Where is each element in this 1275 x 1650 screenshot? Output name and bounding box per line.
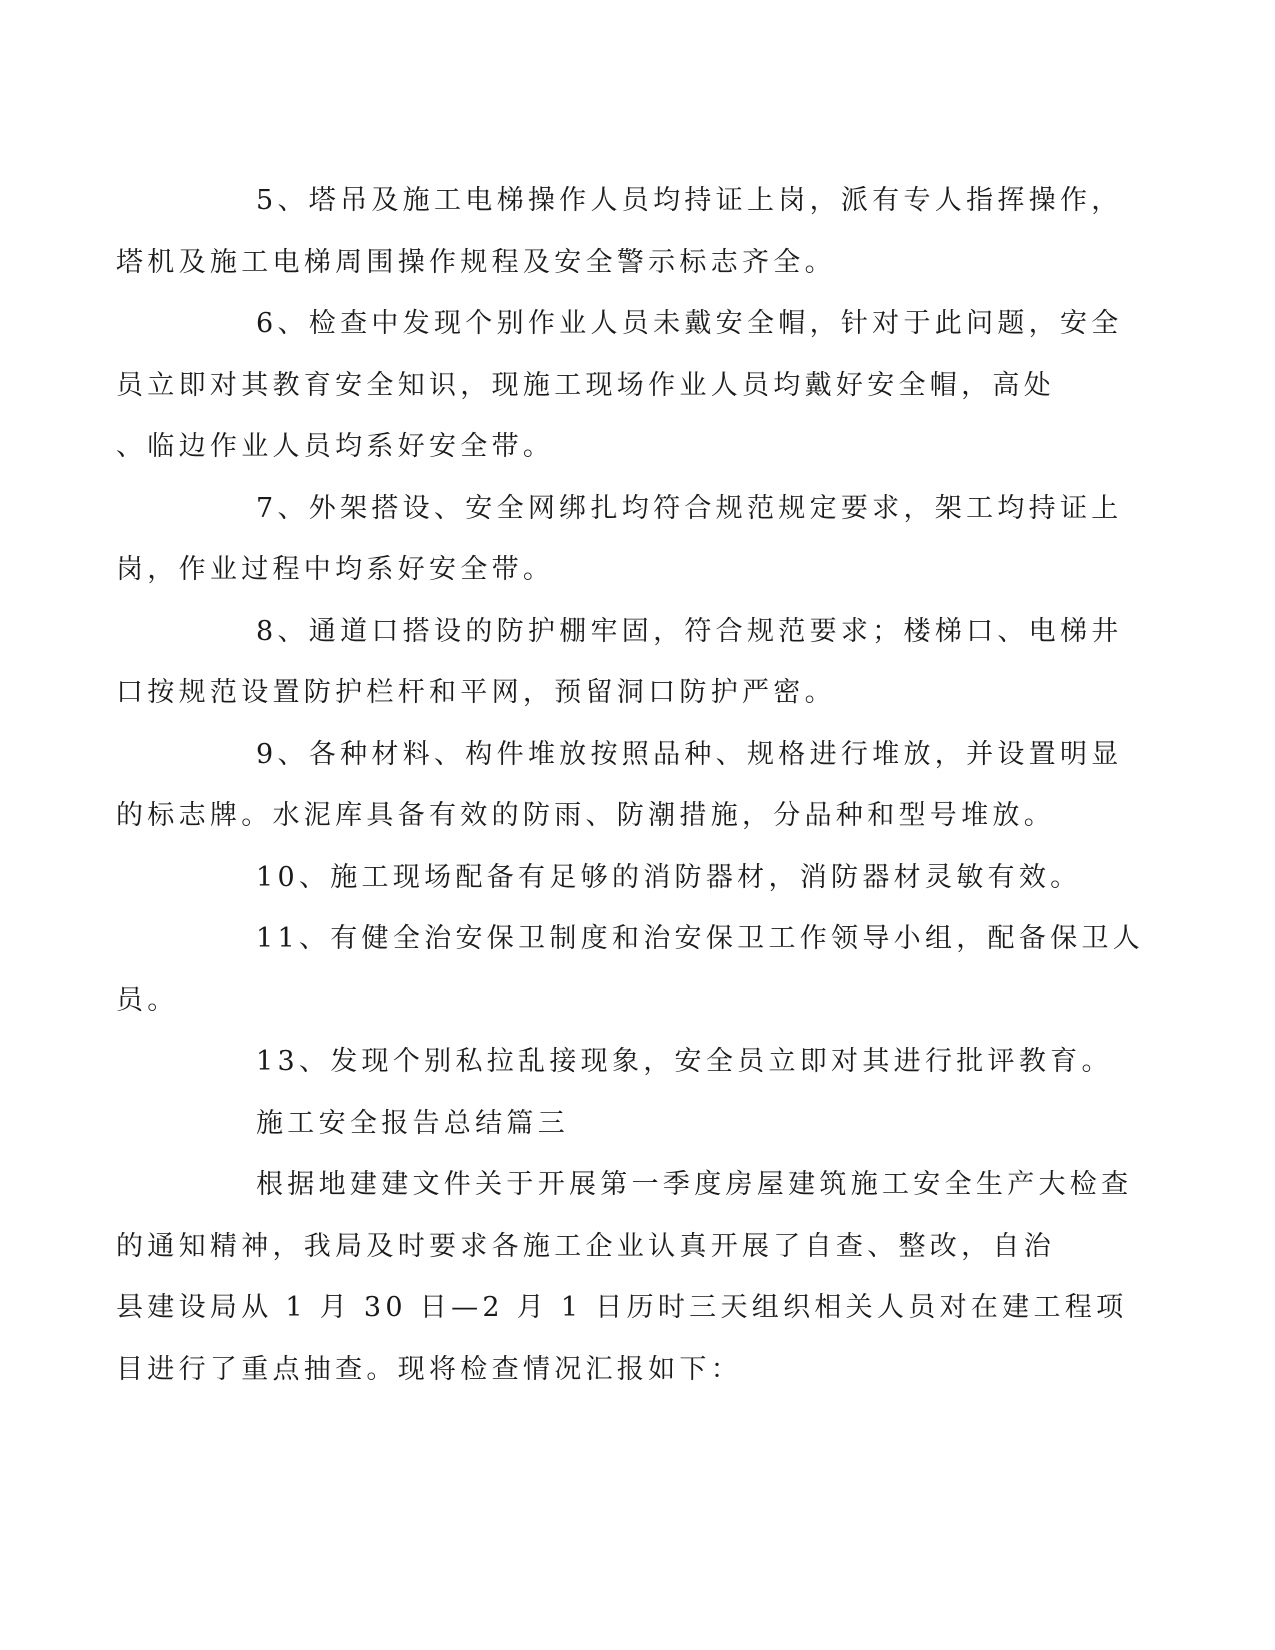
paragraph-item-13: [186, 1031, 1113, 1093]
text-line: 11、有健全治安保卫制度和治安保卫工作领导小组，配备保卫人: [256, 923, 1145, 954]
text-line: 目进行了重点抽查。现将检查情况汇报如下：: [116, 1353, 742, 1385]
paragraph-item-6: [116, 293, 1123, 478]
text-line: 7、外架搭设、安全网绑扎均符合规范规定要求，架工均持证上: [256, 492, 1123, 524]
text-line: 13、发现个别私拉乱接现象，安全员立即对其进行批评教育。: [256, 1046, 1113, 1077]
text-line: 、临边作业人员均系好安全带。: [116, 431, 555, 462]
text-line: 根据地建建文件关于开展第一季度房屋建筑施工安全生产大检查: [256, 1169, 1133, 1200]
paragraph-item-11: [116, 908, 1145, 1031]
text-line: 的通知精神，我局及时要求各施工企业认真开展了自查、整改，自治: [116, 1230, 1055, 1262]
text-line: 6、检查中发现个别作业人员未戴安全帽，针对于此问题，安全: [256, 308, 1123, 339]
text-line: 员立即对其教育安全知识，现施工现场作业人员均戴好安全帽，高处: [116, 369, 1055, 401]
paragraph-item-8: [116, 601, 1123, 724]
text-line: 县建设局从 1 月 30 日—2 月 1 日历时三天组织相关人员对在建工程项: [116, 1292, 1128, 1323]
document-body: [116, 170, 1145, 1400]
text-line: 员。: [116, 984, 179, 1016]
paragraph-intro: [116, 1154, 1133, 1400]
text-line: 9、各种材料、构件堆放按照品种、规格进行堆放，并设置明显: [256, 738, 1123, 770]
section-heading: [186, 1093, 1054, 1155]
paragraph-item-10: [186, 847, 1082, 909]
paragraph-item-7: [116, 478, 1123, 601]
text-line: 施工安全报告总结篇三: [256, 1107, 569, 1139]
text-line: 8、通道口搭设的防护棚牢固，符合规范要求；楼梯口、电梯井: [256, 615, 1123, 647]
text-line: 的标志牌。水泥库具备有效的防雨、防潮措施，分品种和型号堆放。: [116, 800, 1055, 831]
paragraph-item-9: [116, 724, 1123, 847]
text-line: 口按规范设置防护栏杆和平网，预留洞口防护严密。: [116, 677, 836, 708]
text-line: 5、塔吊及施工电梯操作人员均持证上岗，派有专人指挥操作，: [256, 185, 1123, 216]
text-line: 岗，作业过程中均系好安全带。: [116, 554, 555, 585]
paragraph-item-5: [116, 170, 1123, 293]
text-line: 10、施工现场配备有足够的消防器材，消防器材灵敏有效。: [256, 861, 1082, 893]
text-line: 塔机及施工电梯周围操作规程及安全警示标志齐全。: [116, 246, 836, 278]
